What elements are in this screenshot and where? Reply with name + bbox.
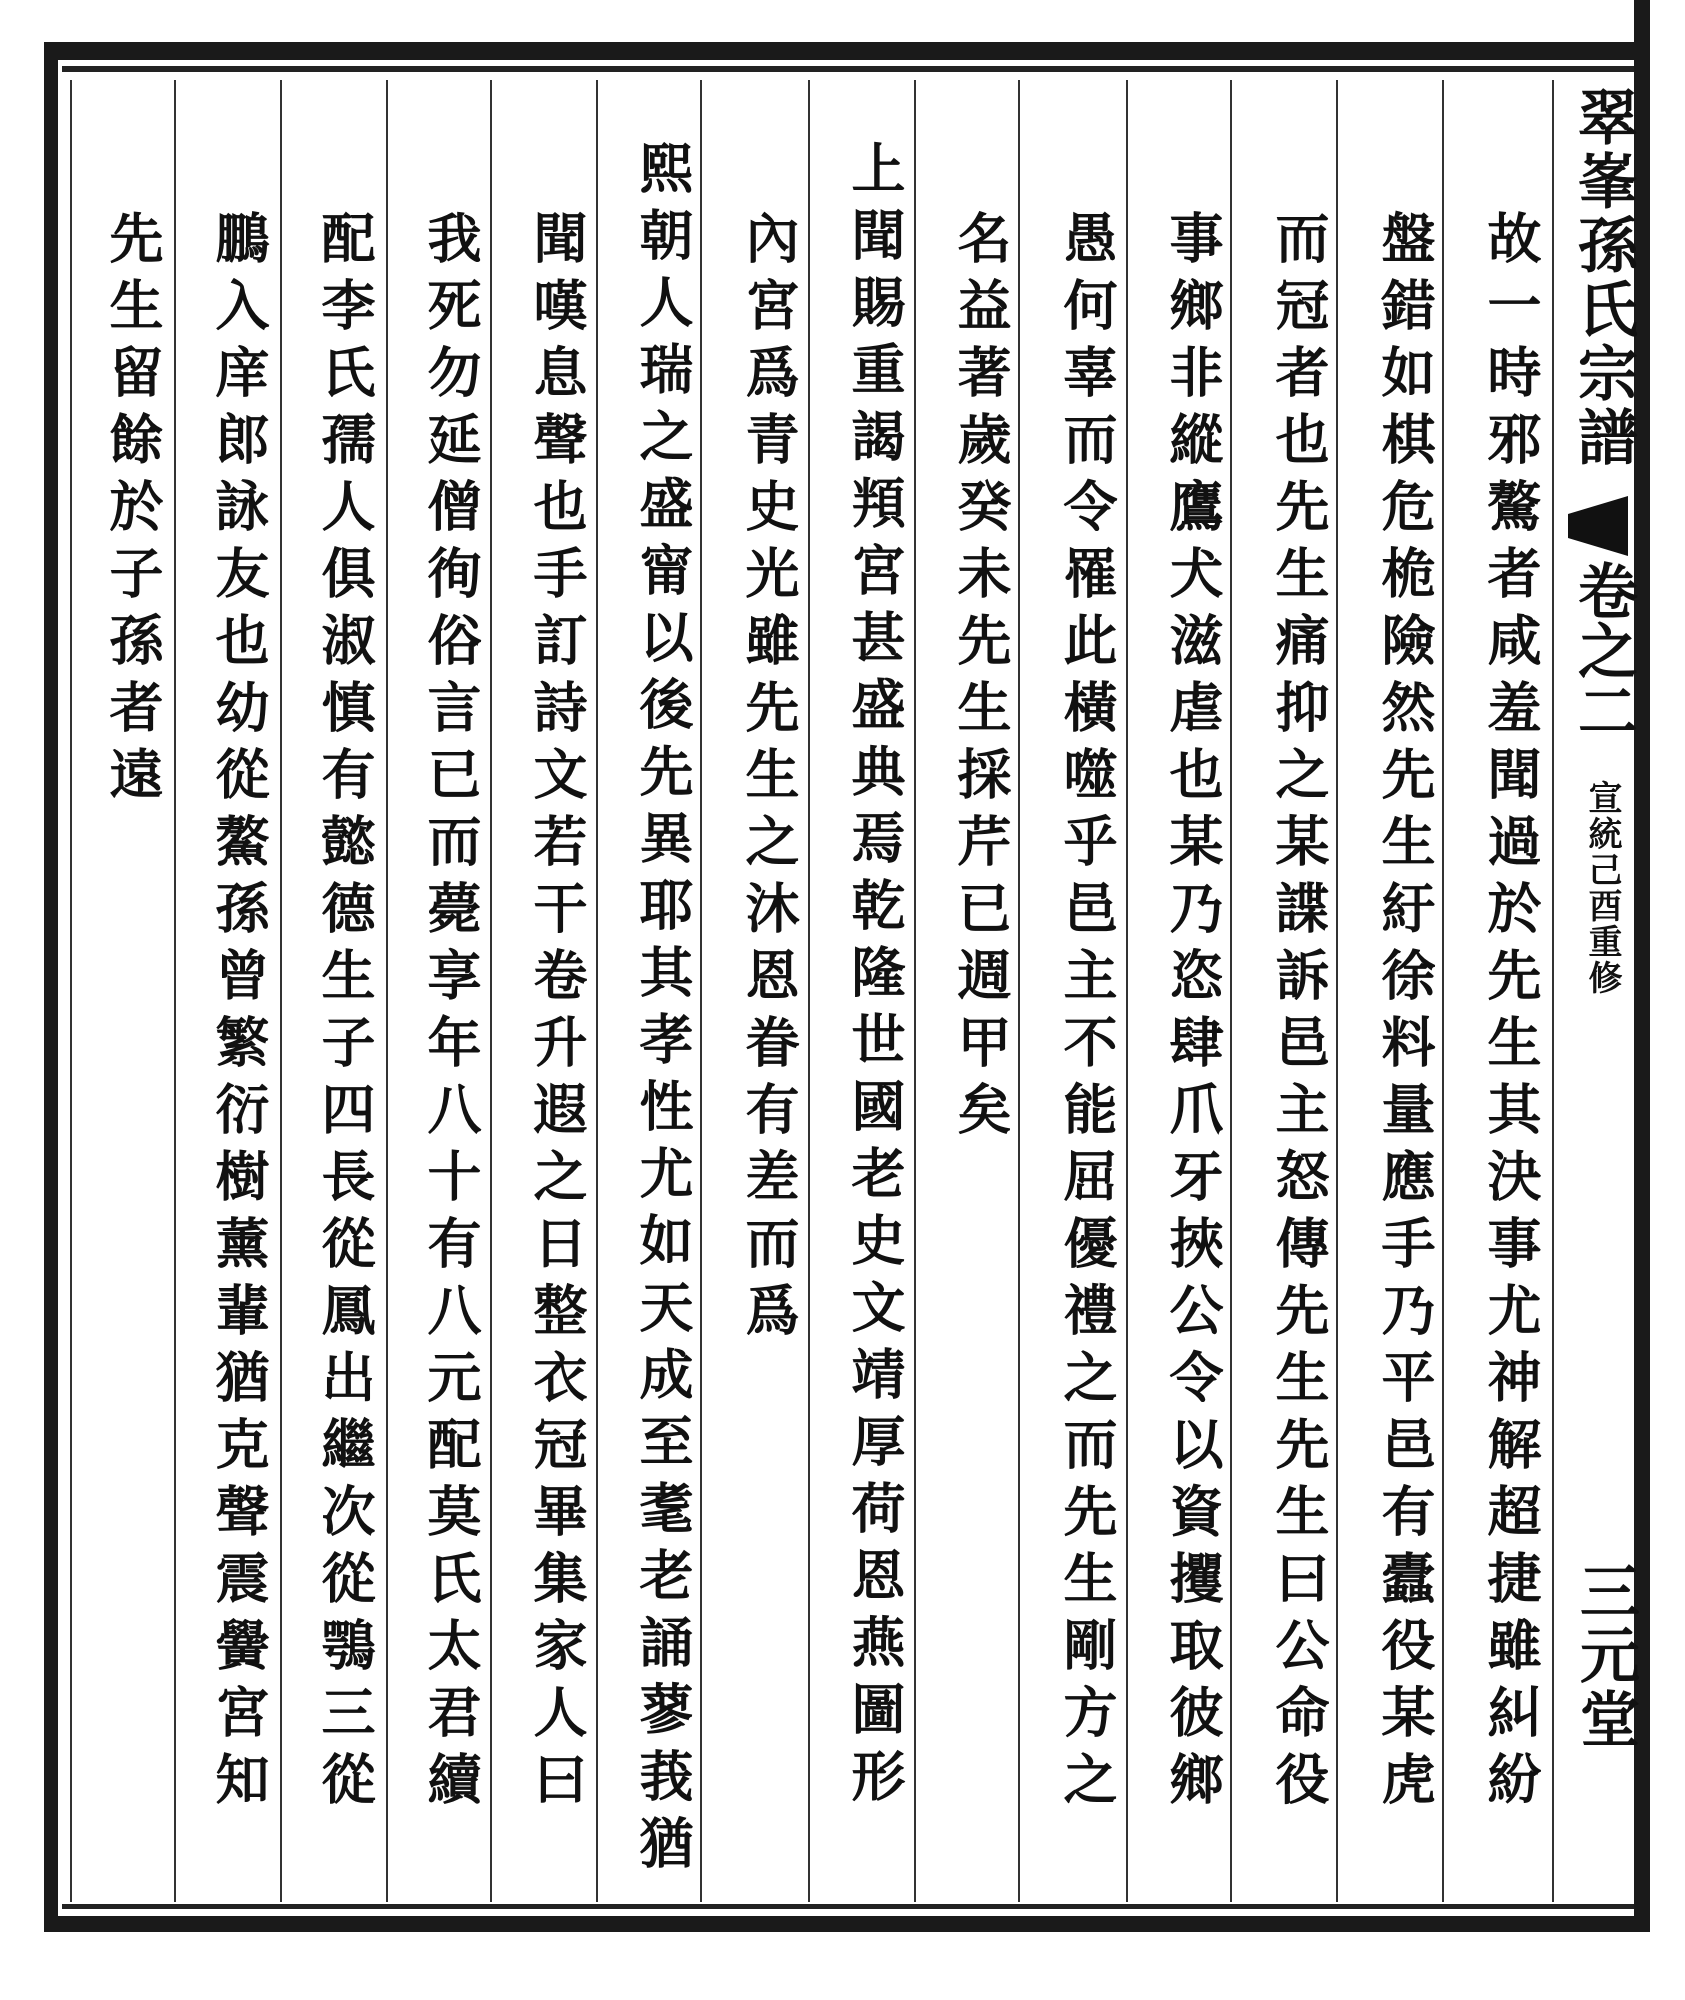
- column-rule: [1126, 80, 1128, 1902]
- frame-top-inner-border: [62, 66, 1634, 72]
- frame-bottom-border: [44, 1916, 1644, 1932]
- text-column: 先生留餘於子孫者遠: [101, 210, 165, 813]
- hall-name: 三元堂: [1570, 1560, 1640, 1752]
- text-column: 鵬入庠郎詠友也幼從鰲孫曾繁衍樹薰輩猶克聲震黌宮知: [207, 210, 271, 1818]
- text-column: 我死勿延僧徇俗言已而薨享年八十有八元配莫氏太君續: [419, 210, 483, 1818]
- text-column: 而冠者也先生痛抑之某諜訴邑主怒傳先生先生曰公命役: [1267, 210, 1331, 1818]
- text-column: 內宮爲青史光雖先生之沐恩眷有差而爲: [737, 210, 801, 1349]
- column-rule: [1442, 80, 1444, 1902]
- column-rule: [1336, 80, 1338, 1902]
- column-rule: [1018, 80, 1020, 1902]
- text-column: 聞嘆息聲也手訂詩文若干卷升遐之日整衣冠畢集家人曰: [525, 210, 589, 1818]
- frame-left-border: [44, 42, 58, 1932]
- column-rule: [914, 80, 916, 1902]
- column-rule: [808, 80, 810, 1902]
- volume-label: 卷之二: [1568, 560, 1638, 740]
- text-column: 故一時邪驁者咸羞聞過於先生其決事尤神解超捷雖糾紛: [1479, 210, 1543, 1818]
- fishtail-mark-icon: [1568, 496, 1628, 556]
- text-column: 配李氏孺人俱淑慎有懿德生子四長從鳳出繼次從鶚三從: [313, 210, 377, 1818]
- column-rule: [596, 80, 598, 1902]
- text-column: 盤錯如棋危桅險然先生紆徐料量應手乃平邑有蠹役某虎: [1373, 210, 1437, 1818]
- genealogy-title: 翠峯孫氏宗譜: [1568, 86, 1638, 470]
- text-column: 熙朝人瑞之盛甯以後先異耶其孝性尤如天成至耄老誦蓼莪猶: [631, 140, 695, 1882]
- frame-top-border: [48, 42, 1648, 60]
- column-rule: [1552, 80, 1554, 1902]
- column-rule: [386, 80, 388, 1902]
- column-rule: [70, 80, 72, 1902]
- column-rule: [174, 80, 176, 1902]
- column-rule: [1230, 80, 1232, 1902]
- frame-bottom-inner-border: [62, 1904, 1634, 1909]
- text-column: 上聞賜重謁頖宮甚盛典焉乾隆世國老史文靖厚荷恩燕圖形: [843, 140, 907, 1815]
- column-rule: [490, 80, 492, 1902]
- column-rule: [700, 80, 702, 1902]
- edition-label: 宣統己酉重修: [1582, 780, 1622, 996]
- text-column: 名益著歲癸未先生採芹已週甲矣: [949, 210, 1013, 1148]
- text-column: 事鄉非縱鷹犬滋虐也某乃恣肆爪牙挾公令以資攫取彼鄉: [1161, 210, 1225, 1818]
- text-column: 愚何辜而令罹此橫噬乎邑主不能屈優禮之而先生剛方之: [1055, 210, 1119, 1818]
- column-rule: [280, 80, 282, 1902]
